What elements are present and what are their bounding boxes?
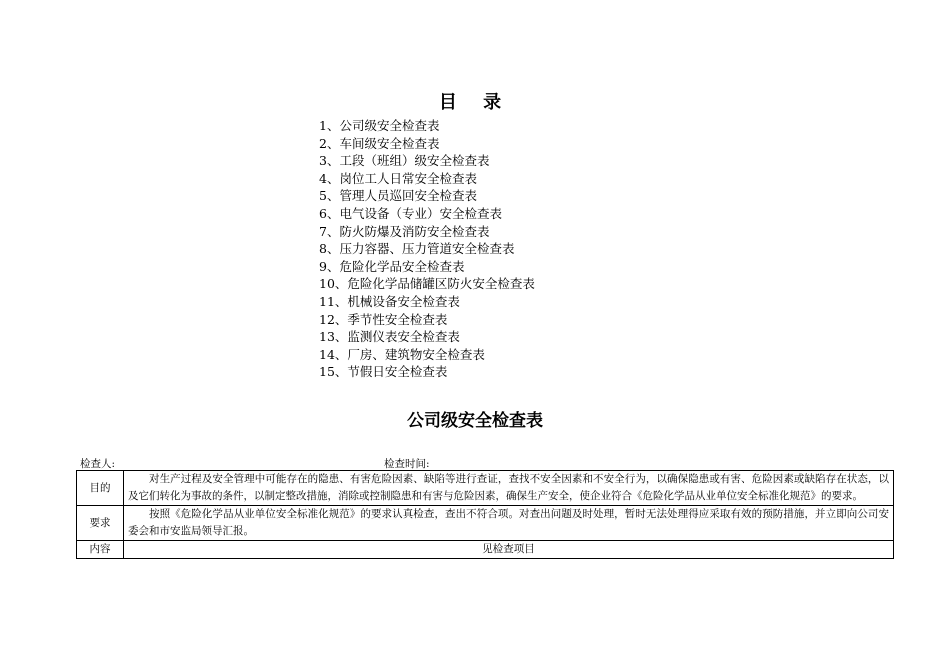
purpose-label: 目的 — [77, 471, 124, 506]
section-title: 公司级安全检查表 — [407, 411, 543, 431]
requirement-text: 按照《危险化学品从业单位安全标准化规范》的要求认真检查，查出不符合项。对查出问题及时处理，暂时无法处理得应采取有效的预防措施，并立即向公司安委会和市安监局领导汇报。 — [124, 506, 894, 541]
content-text: 见检查项目 — [124, 541, 894, 559]
toc-item: 13、监测仪表安全检查表 — [319, 329, 460, 345]
toc-item: 9、危险化学品安全检查表 — [319, 258, 465, 274]
inspector-label: 检查人: — [80, 458, 116, 470]
toc-item: 10、危险化学品储罐区防火安全检查表 — [319, 276, 535, 292]
requirement-label: 要求 — [77, 506, 124, 541]
toc-item: 3、工段（班组）级安全检查表 — [319, 153, 490, 169]
toc-item: 4、岗位工人日常安全检查表 — [319, 170, 477, 186]
toc-item: 15、节假日安全检查表 — [319, 364, 448, 380]
purpose-text: 对生产过程及安全管理中可能存在的隐患、有害危险因素、缺陷等进行查证，查找不安全因素和不安全行为，以确保隐患或有害、危险因素或缺陷存在状态，以及它们转化为事故的条件，以制定整改措施，消除或控制隐患和有害与危险因素，确保生产安全，使企业符合《危险化学品从业单位安全标准化规范》的要求。 — [124, 471, 894, 506]
toc-item: 6、电气设备（专业）安全检查表 — [319, 205, 502, 221]
table-row — [77, 471, 894, 506]
inspection-table — [76, 470, 894, 559]
toc-item: 12、季节性安全检查表 — [319, 311, 448, 327]
toc-item: 5、管理人员巡回安全检查表 — [319, 188, 477, 204]
toc-item: 14、厂房、建筑物安全检查表 — [319, 346, 485, 362]
table-row — [77, 541, 894, 559]
inspection-time-label: 检查时间: — [384, 458, 430, 470]
toc-item: 2、车间级安全检查表 — [319, 135, 440, 151]
toc-title: 目 录 — [438, 92, 512, 113]
toc-item: 7、防火防爆及消防安全检查表 — [319, 223, 490, 239]
content-label: 内容 — [77, 541, 124, 559]
toc-item: 1、公司级安全检查表 — [319, 118, 440, 133]
toc-item: 8、压力容器、压力管道安全检查表 — [319, 241, 515, 257]
toc-item: 11、机械设备安全检查表 — [319, 293, 460, 309]
toc-list — [319, 117, 535, 381]
table-row — [77, 506, 894, 541]
